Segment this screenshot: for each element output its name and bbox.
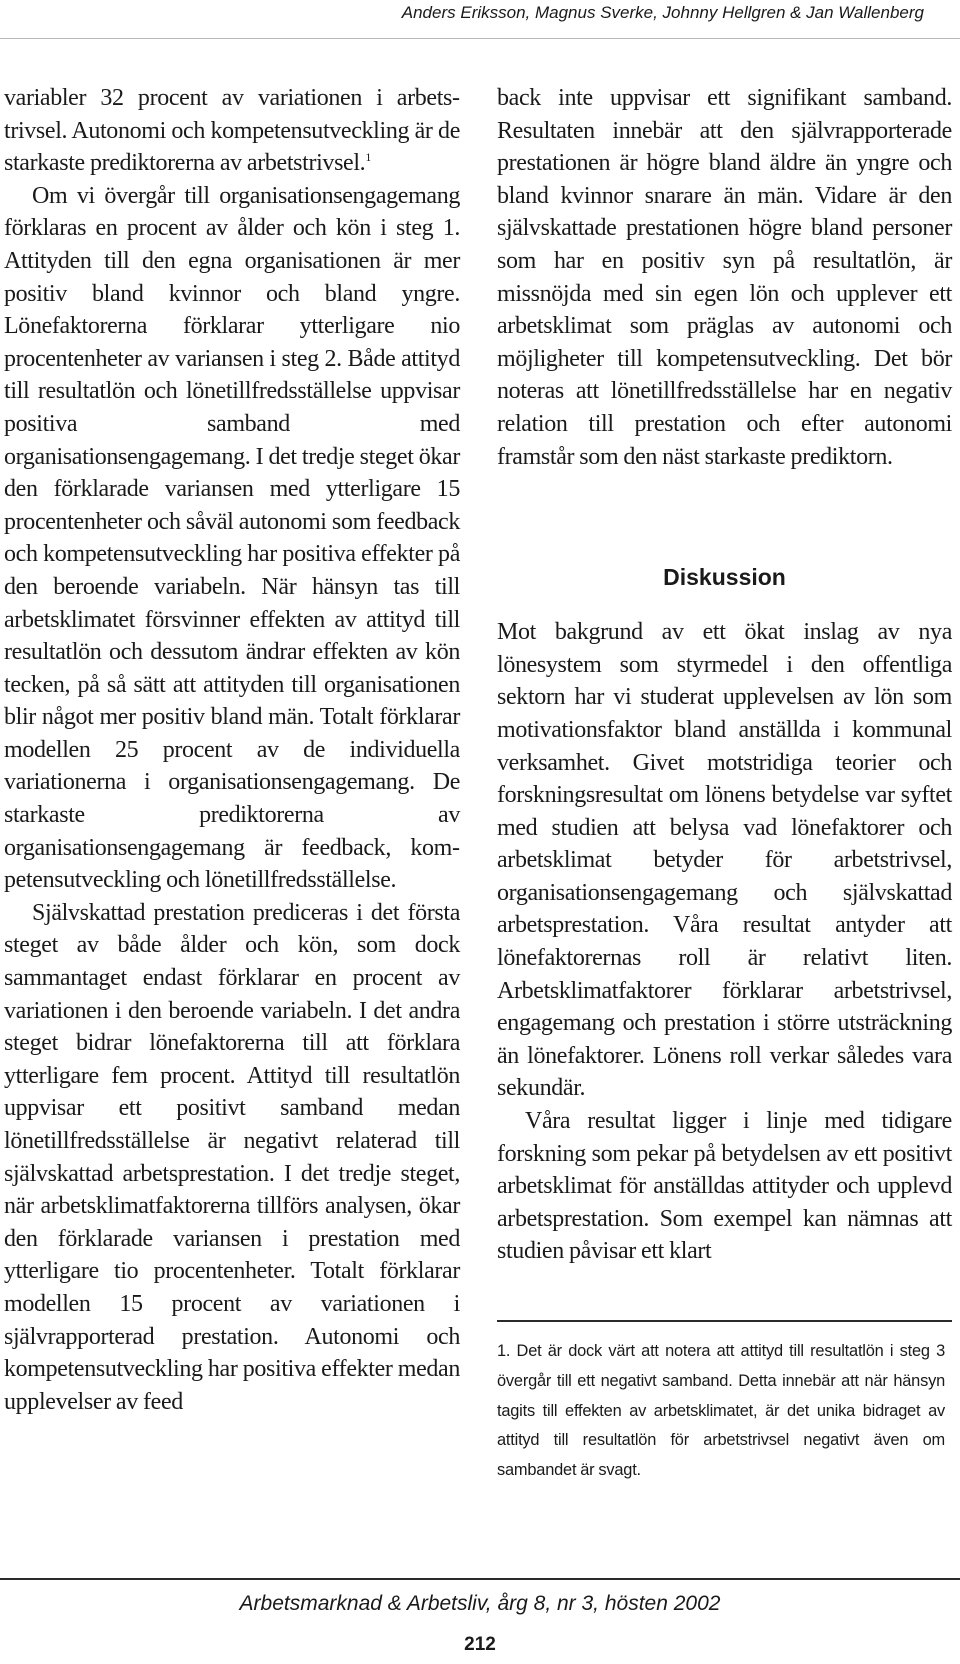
left-paragraph-1-text: variabler 32 procent av variationen i arbetstrivsel. Autonomi och kompetensutveckling är de starkaste prediktorerna av arbetstrivsel. xyxy=(4,85,460,177)
section-heading: Diskussion xyxy=(663,564,786,591)
footnote: 1. Det är dock värt att notera att attityd till resultatlön i steg 3 övergår till ett negativt samband. Detta innebär att när hänsyn tagits till effekten av arbetsklimatet, är det unika bidraget av attityd till resultatlön för arbetstrivsel negativt även om sambandet är svagt. xyxy=(497,1342,945,1480)
right-paragraph-3: Våra resultat ligger i linje med tidigare forskning som pekar på betydelsen av ett positivt arbetsklimat för anställdas attityder och upplevd arbetsprestation. Som exempel kan nämnas att studien påvisar ett klart xyxy=(497,1108,952,1265)
running-header xyxy=(0,0,960,40)
header-authors: Anders Eriksson, Magnus Sverke, Johnny Hellgren & Jan Wallenberg xyxy=(401,3,924,22)
page-number: 212 xyxy=(464,1634,496,1655)
right-paragraph-2: Mot bakgrund av ett ökat inslag av nya lönesystem som styrmedel i den offentliga sektorn har vi studerat upplevelsen av lön som motivationsfaktor bland anställda i kommunal verksamhet. Givet motstridiga teorier och forskningsresultat om lönens betydelse var syftet med studien att belysa vad lönefaktorer och arbetsklimat betyder för arbetstrivsel, organisationsengagemang och självskattad arbetsprestation. Våra resultat antyder att lönefaktorernas roll är relativt liten. Arbetsklimatfaktorer förklarar arbetstrivsel, engagemang och prestation i större utsträckning än lönefaktorer. Lönens roll verkar således vara sekundär. xyxy=(497,619,952,1102)
footer-divider xyxy=(0,1578,960,1580)
left-paragraph-3: Självskattad prestation prediceras i det första steget av både ålder och kön, som dock sammantaget endast förklarar en procent av variationen i den beroende variabeln. I det andra steget bidrar lönefaktorerna till att förklara ytterligare fem procent. Attityd till resultatlön uppvisar ett positivt samband medan lönetillfredsställelse är negativt relaterad till självskattad arbetsprestation. I det tredje steget, när arbetsklimatfaktorerna tillförs analysen, ökar den förklarade variansen i prestation med ytterligare tio procentenheter. Totalt förklarar modellen 15 procent av variationen i självrapporterad prestation. Autonomi och kompetensutveckling har positiva effekter medan upplevelser av feed xyxy=(4,899,460,1415)
left-column xyxy=(4,82,460,1418)
right-column xyxy=(497,82,952,1268)
journal-citation: Arbetsmarknad & Arbetsliv, årg 8, nr 3, hösten 2002 xyxy=(239,1592,721,1615)
left-paragraph-2: Om vi övergår till organisationsengagemang förklaras en procent av ålder och kön i steg 1. Attityden till den egna organisationen är mer positiv bland kvinnor och bland yngre. Lönefaktorerna förklarar ytterligare nio procentenheter av variansen i steg 2. Både attityd till resultatlön och lönetillfredsställelse uppvisar positiva samband med organisationsengagemang. I det tredje steget ökar den förklarade variansen med ytterligare 15 procentenheter och såväl autonomi som feedback och kompetensutveckling har positiva effekter på den beroende variabeln. När hänsyn tas till arbetsklimatet försvinner effekten av attityd till resultatlön och dessutom ändrar effekten av kön tecken, på så sätt att attityden till organisationen blir något mer positiv bland män. Totalt förklarar modellen 25 procent av de individuella variationerna i organisationsengagemang. De starkaste prediktorerna av organisationsengagemang är feedback, kompetensutveckling och lönetillfredsställelse. xyxy=(4,182,460,894)
left-paragraph-1 xyxy=(4,82,460,180)
right-paragraph-1: back inte uppvisar ett signifikant samband. Resultaten innebär att den självrapporterade prestationen är högre bland äldre än yngre och bland kvinnor snarare än män. Vidare är den självskattade prestationen högre bland personer som har en positiv syn på resultatlön, är missnöjda med sin egen lön och upplever ett arbetsklimat som präglas av autonomi och möjligheter till kompetensutveckling. Det bör noteras att lönetillfredsställelse har en negativ relation till prestation och efter autonomi framstår som den näst starkaste prediktorn. xyxy=(497,85,952,470)
header-divider xyxy=(0,38,960,39)
footnote-divider xyxy=(497,1320,952,1322)
footnote-reference: 1 xyxy=(365,150,371,165)
